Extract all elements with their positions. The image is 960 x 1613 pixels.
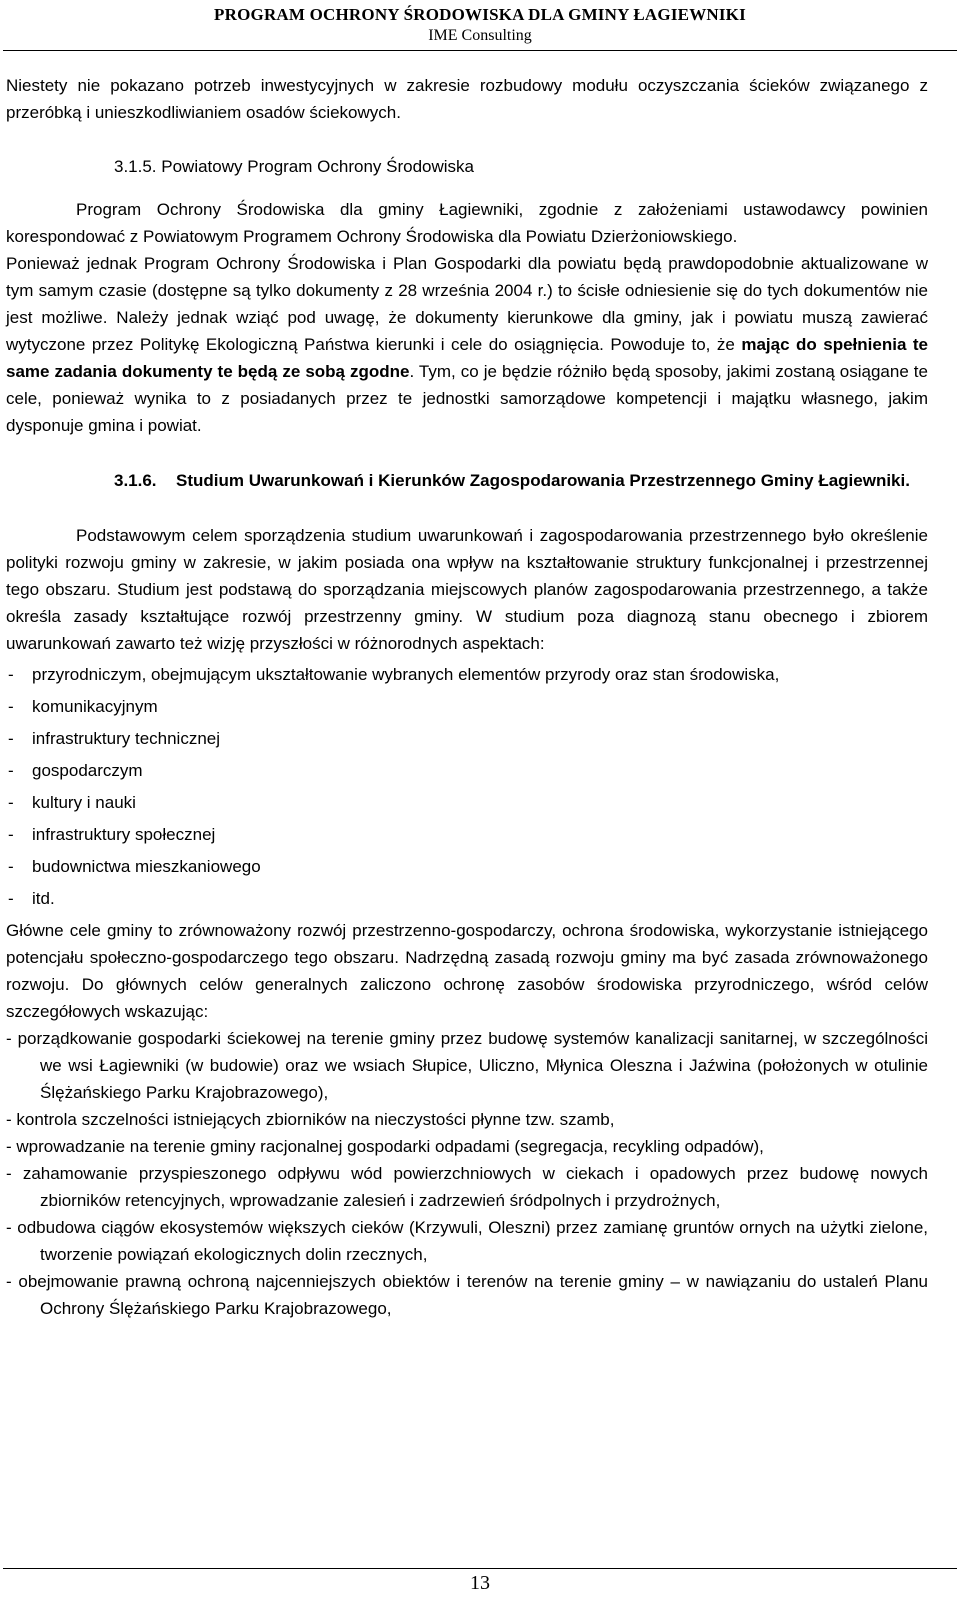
list-item: - infrastruktury społecznej	[6, 821, 928, 848]
header-title: PROGRAM OCHRONY ŚRODOWISKA DLA GMINY ŁAGIEWNIKI	[214, 5, 746, 24]
page-number: 13	[470, 1572, 490, 1594]
list-item: - gospodarczym	[6, 757, 928, 784]
section6-title: Studium Uwarunkowań i Kierunków Zagospodarowania Przestrzennego Gminy Łagiewniki.	[176, 471, 910, 490]
list-item: - porządkowanie gospodarki ściekowej na terenie gminy przez budowę systemów kanalizacji sanitarnej, w szczególności we wsi Łagiewniki (w budowie) oraz we wsiach Słupice, Uliczno, Młynica Oleszna i Jaźwina (położonych w otulinie Ślężańskiego Parku Krajobrazowego),	[6, 1029, 928, 1102]
aspects-list	[6, 661, 928, 912]
list-item: - odbudowa ciągów ekosystemów większych cieków (Krzywuli, Oleszni) przez zamianę gruntów ornych na użytki zielone, tworzenie powiązań ekologicznych dolin rzecznych,	[6, 1218, 928, 1264]
section5-paragraph-1: Program Ochrony Środowiska dla gminy Łagiewniki, zgodnie z założeniami ustawodawcy powinien korespondować z Powiatowym Programem Ochrony Środowiska dla Powiatu Dzierżoniowskiego.	[6, 200, 928, 246]
section6-paragraph-2: Główne cele gminy to zrównoważony rozwój przestrzenno-gospodarczy, ochrona środowiska, wykorzystanie istniejącego potencjału społeczno-gospodarczego tego obszaru. Nadrzędną zasadą rozwoju gminy ma być zasada zrównoważonego rozwoju. Do głównych celów generalnych zaliczono ochronę zasobów środowiska przyrodniczego, wśród celów szczegółowych wskazując:	[6, 921, 928, 1021]
section5-p2-text-b: . Tym, co je będzie różniło będą sposoby, jakimi zostaną osiągane te cele, ponieważ wynika to z posiadanych przez te jednostki samorządowe kompetencji i majątku własnego, jakim dysponuje gmina i powiat.	[6, 362, 928, 435]
list-item: - budownictwa mieszkaniowego	[6, 853, 928, 880]
list-item: - zahamowanie przyspieszonego odpływu wód powierzchniowych w ciekach i opadowych przez budowę nowych zbiorników retencyjnych, wprowadzanie zalesień i zadrzewień śródpolnych i przydrożnych,	[6, 1164, 928, 1210]
section-heading-3-1-6	[6, 467, 928, 494]
section-heading-3-1-5: 3.1.5. Powiatowy Program Ochrony Środowiska	[114, 157, 474, 176]
header-divider	[3, 50, 957, 51]
page-body	[6, 72, 928, 1322]
section6-paragraph-1: Podstawowym celem sporządzenia studium uwarunkowań i zagospodarowania przestrzennego było określenie polityki rozwoju gminy w zakresie, w jakim posiada ona wpływ na kształtowanie struktury funkcjonalnej i przestrzennej tego obszaru. Studium jest podstawą do sporządzania miejscowych planów zagospodarowania przestrzennego, a także określa zasady kształtujące rozwój przestrzenny gminy. W studium poza diagnozą stanu obecnego i zbiorem uwarunkowań zawarto też wizję przyszłości w różnorodnych aspektach:	[6, 526, 928, 653]
list-item: - obejmowanie prawną ochroną najcenniejszych obiektów i terenów na terenie gminy – w nawiązaniu do ustaleń Planu Ochrony Ślężańskiego Parku Krajobrazowego,	[6, 1272, 928, 1318]
list-item: - przyrodniczym, obejmującym ukształtowanie wybranych elementów przyrody oraz stan środowiska,	[6, 661, 928, 688]
section6-number: 3.1.6.	[114, 471, 157, 490]
list-item: - wprowadzanie na terenie gminy racjonalnej gospodarki odpadami (segregacja, recykling odpadów),	[6, 1137, 764, 1156]
intro-paragraph: Niestety nie pokazano potrzeb inwestycyjnych w zakresie rozbudowy modułu oczyszczania ścieków związanego z przeróbką i unieszkodliwianiem osadów ściekowych.	[6, 76, 928, 122]
list-item: - infrastruktury technicznej	[6, 725, 928, 752]
section5-p2-bold: mając do spełnienia te same zadania dokumenty te będą ze sobą zgodne	[6, 335, 928, 381]
footer-divider	[3, 1568, 957, 1569]
section5-paragraph-2	[6, 250, 928, 439]
list-item: - kultury i nauki	[6, 789, 928, 816]
header-subtitle: IME Consulting	[428, 27, 532, 44]
section5-p2-text-a: Ponieważ jednak Program Ochrony Środowiska i Plan Gospodarki dla powiatu będą prawdopodobnie aktualizowane w tym samym czasie (dostępne są tylko dokumenty z 28 września 2004 r.) to ścisłe odniesienie się do tych dokumentów nie jest możliwe. Należy jednak wziąć pod uwagę, że dokumenty kierunkowe dla gminy, jak i powiatu muszą zawierać wytyczone przez Politykę Ekologiczną Państwa kierunki i cele do osiągnięcia. Powoduje to, że	[6, 254, 928, 354]
running-header	[0, 4, 960, 46]
list-item: - komunikacyjnym	[6, 693, 928, 720]
goals-list	[6, 1025, 928, 1322]
list-item: - itd.	[6, 885, 928, 912]
list-item: - kontrola szczelności istniejących zbiorników na nieczystości płynne tzw. szamb,	[6, 1110, 615, 1129]
